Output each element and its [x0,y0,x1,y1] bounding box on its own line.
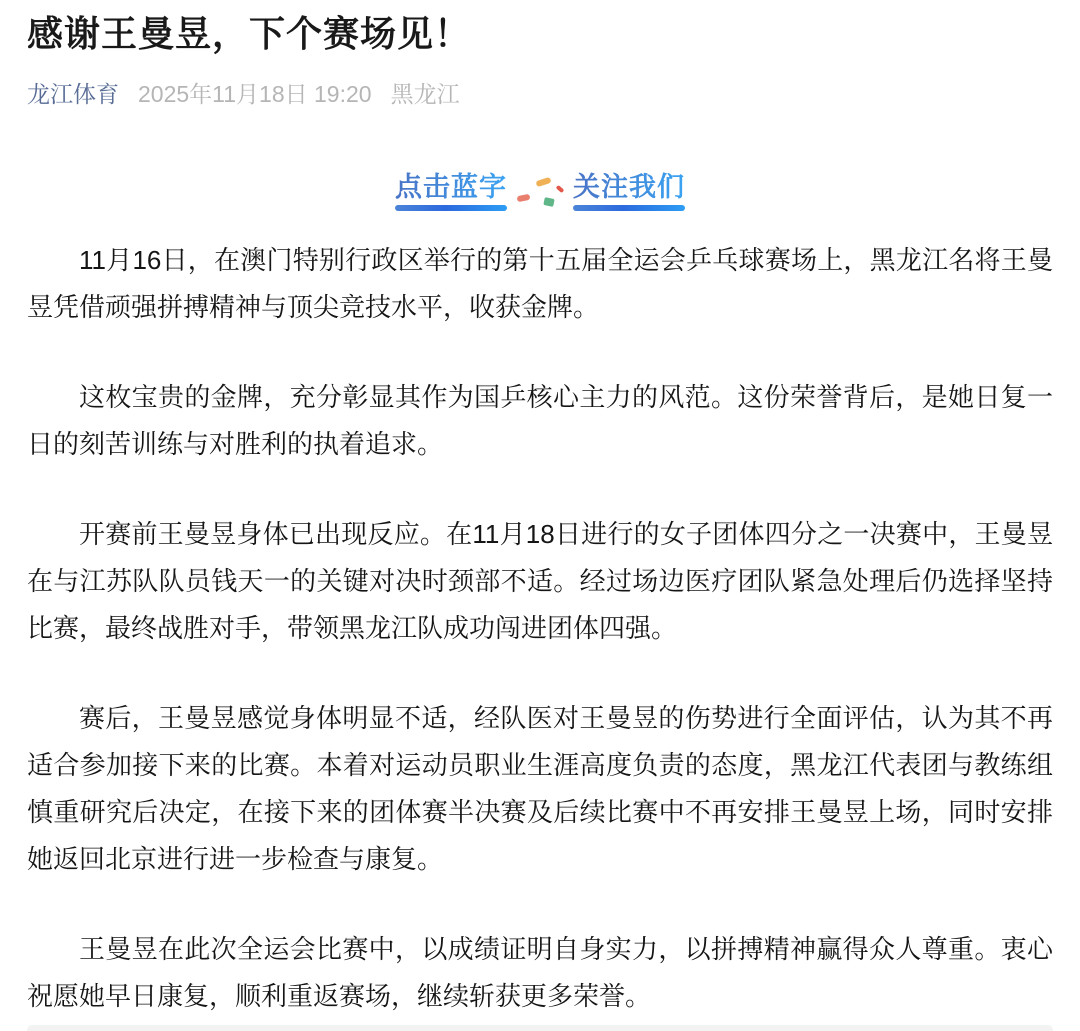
banner-left-block [395,171,507,211]
banner-left-text: 点击蓝字 [395,172,507,202]
confetti-green-icon [543,197,554,207]
account-name-link[interactable]: 龙江体育 [27,81,119,107]
paragraph: 这枚宝贵的金牌，充分彰显其作为国乒核心主力的风范。这份荣誉背后，是她日复一日的刻苦训练与对胜利的执着追求。 [27,382,1053,459]
paragraph: 开赛前王曼昱身体已出现反应。在11月18日进行的女子团体四分之一决赛中，王曼昱在与江苏队队员钱天一的关键对决时颈部不适。经过场边医疗团队紧急处理后仍选择坚持比赛，最终战胜对手，带领黑龙江队成功闯进团体四强。 [27,519,1053,643]
publish-time: 2025年11月18日 19:20 [138,81,372,107]
banner-right-underline [573,205,685,211]
confetti-yellow-icon [535,177,551,187]
confetti-salmon-icon [517,194,531,203]
banner-left-underline [395,205,507,211]
follow-banner[interactable] [27,171,1053,211]
paragraph: 11月16日，在澳门特别行政区举行的第十五届全运会乒乓球赛场上，黑龙江名将王曼昱凭借顽强拼搏精神与顶尖竞技水平，收获金牌。 [27,245,1053,322]
confetti-red-icon [556,185,565,193]
confetti-decoration [507,171,573,211]
article-body [27,237,1053,1020]
paragraph: 赛后，王曼昱感觉身体明显不适，经队医对王曼昱的伤势进行全面评估，认为其不再适合参加接下来的比赛。本着对运动员职业生涯高度负责的态度，黑龙江代表团与教练组慎重研究后决定，在接下来的团体赛半决赛及后续比赛中不再安排王曼昱上场，同时安排她返回北京进行进一步检查与康复。 [27,703,1053,874]
publish-location: 黑龙江 [390,81,460,107]
article-title: 感谢王曼昱，下个赛场见！ [27,13,472,54]
paragraph: 王曼昱在此次全运会比赛中，以成绩证明自身实力，以拼搏精神赢得众人尊重。衷心祝愿她早日康复，顺利重返赛场，继续斩获更多荣誉。 [27,934,1053,1011]
banner-right-text: 关注我们 [573,172,685,202]
next-block-top-edge [27,1025,1053,1031]
banner-right-block [573,171,685,211]
article-byline [27,80,1053,108]
